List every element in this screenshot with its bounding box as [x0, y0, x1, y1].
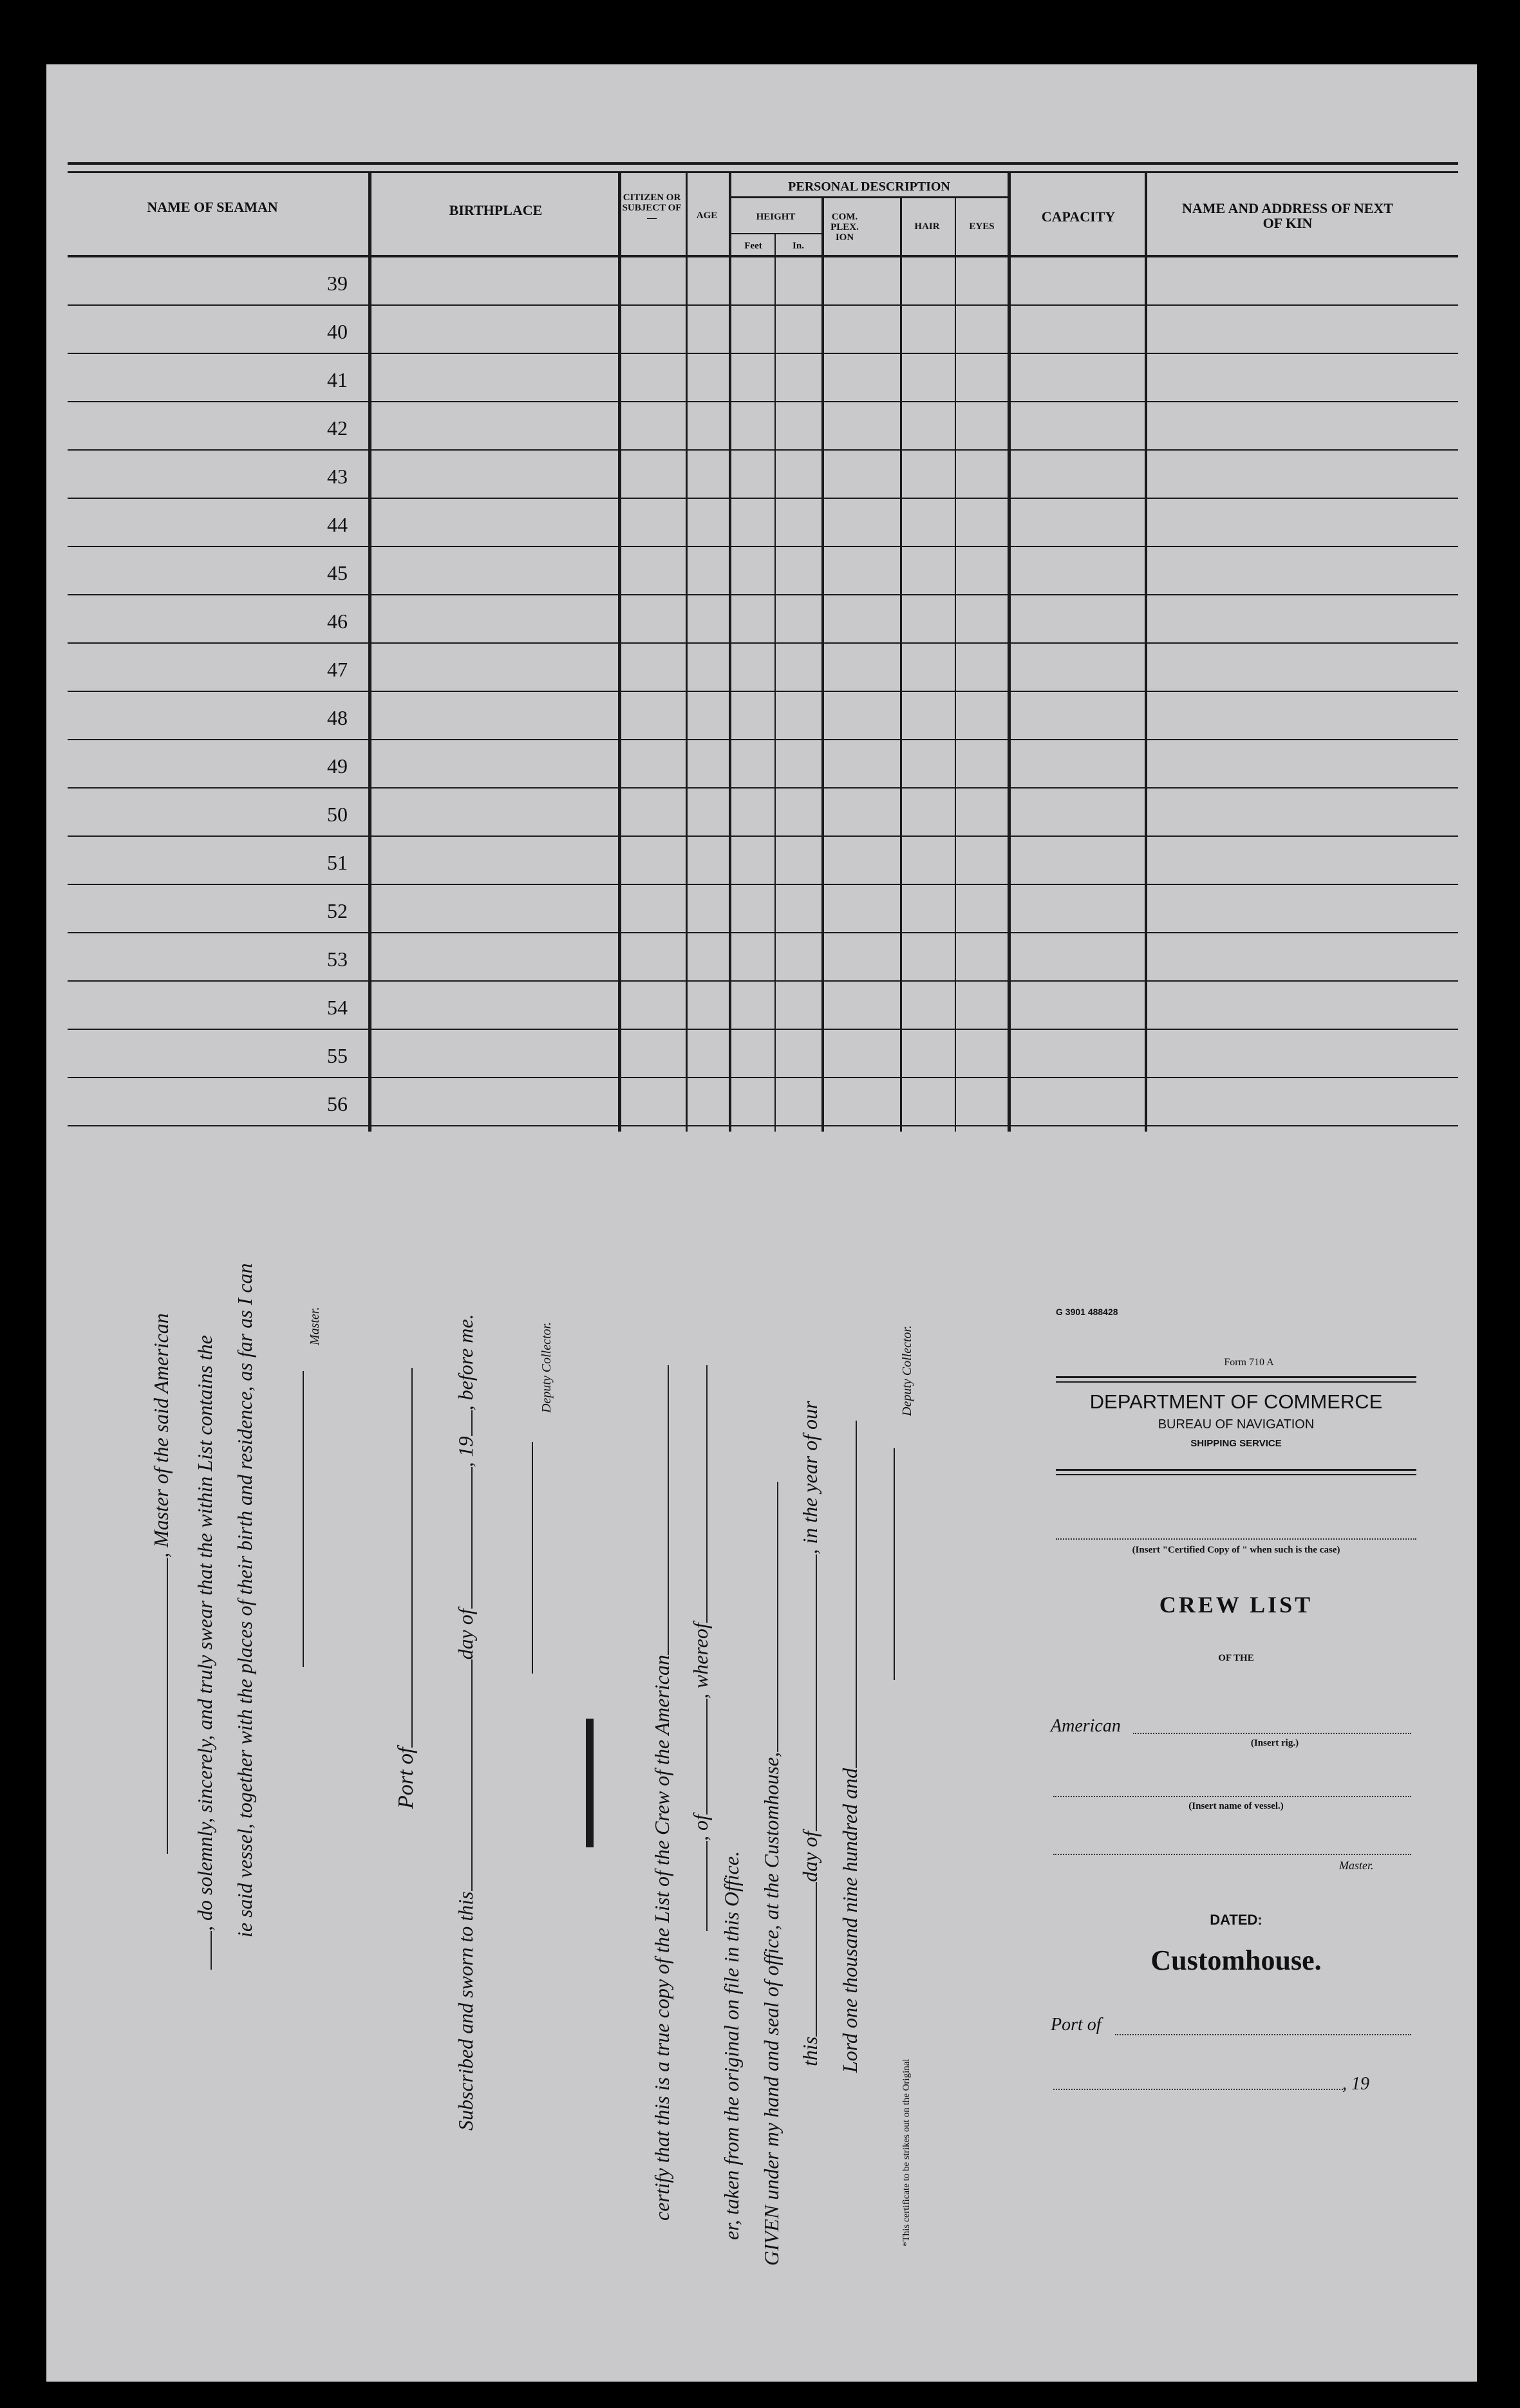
oath-text-2: , do solemnly, sincerely, and truly swear that the within List contains the	[193, 1335, 216, 1931]
row-number: 46	[327, 610, 348, 633]
cert-day-of-text: day of	[798, 1831, 821, 1882]
master-name-line	[1053, 1854, 1411, 1855]
row-number: 48	[327, 706, 348, 729]
row-number: 44	[327, 513, 348, 536]
header-citizen: CITIZEN OR SUBJECT OF—	[622, 192, 682, 223]
col-line	[955, 196, 956, 1132]
row-rule	[68, 739, 1458, 740]
row-number: 43	[327, 465, 348, 488]
header-complexion: COM. PLEX. ION	[830, 212, 859, 243]
header-name-of-seaman: NAME OF SEAMAN	[147, 199, 278, 215]
row-rule	[68, 980, 1458, 982]
insert-name-note: (Insert name of vessel.)	[1188, 1801, 1284, 1811]
row-rule	[68, 1077, 1458, 1078]
port-line	[1115, 2034, 1411, 2035]
row-rule	[68, 932, 1458, 933]
row-rule	[68, 691, 1458, 692]
oath-line-2	[193, 1335, 217, 1970]
header-age: AGE	[696, 210, 718, 221]
dated-label: DATED:	[1210, 1912, 1262, 1928]
row-rule	[68, 835, 1458, 837]
day-of-text: day of	[454, 1609, 477, 1660]
top-rule	[68, 162, 1458, 165]
cover-port-of-label: Port of	[1051, 2015, 1102, 2035]
deputy-signature-line-2	[894, 1448, 895, 1680]
row-number: 41	[327, 368, 348, 391]
cover-rule-mid-2	[1056, 1474, 1416, 1475]
form-number: Form 710 A	[1224, 1357, 1274, 1368]
american-label: American	[1051, 1716, 1121, 1736]
row-number: 47	[327, 658, 348, 681]
col-line	[686, 173, 688, 1132]
cert-whereof-text: , whereof	[689, 1623, 712, 1699]
oath-line-3	[233, 1263, 257, 1937]
master-signature-line	[303, 1371, 304, 1667]
col-line	[900, 196, 902, 1132]
row-rule	[68, 449, 1458, 451]
row-rule	[68, 1125, 1458, 1126]
header-eyes: EYES	[969, 221, 995, 232]
of-the: OF THE	[1218, 1653, 1254, 1663]
header-inches: In.	[793, 241, 804, 251]
header-personal-description: PERSONAL DESCRIPTION	[788, 180, 950, 194]
cert-lord-text: Lord one thousand nine hundred and	[838, 1768, 861, 2073]
cert-text-2: er, taken from the original on file in this Office.	[720, 1851, 743, 2240]
cert-line-3	[760, 1482, 783, 2266]
row-number: 55	[327, 1044, 348, 1067]
row-rule	[68, 498, 1458, 499]
cover-master-label: Master.	[1339, 1859, 1374, 1872]
oath-text-3: ie said vessel, together with the places of their birth and residence, as far as I can	[233, 1263, 256, 1937]
row-rule	[68, 401, 1458, 402]
seal-mark	[586, 1719, 594, 1847]
header-hair: HAIR	[914, 221, 940, 232]
row-rule	[68, 353, 1458, 354]
row-number: 54	[327, 996, 348, 1019]
certificate-footnote: *This certificate to be strikes out on the Original	[901, 2058, 912, 2246]
row-number: 50	[327, 803, 348, 826]
row-rule	[68, 1029, 1458, 1030]
row-rule	[68, 884, 1458, 885]
col-line	[1145, 173, 1147, 1132]
certified-copy-line	[1056, 1538, 1416, 1540]
subscribed-text: Subscribed and sworn to this	[454, 1891, 477, 2131]
personal-desc-rule	[731, 196, 1009, 198]
rig-line	[1133, 1733, 1411, 1734]
deputy-collector-1: Deputy Collector.	[540, 1321, 554, 1413]
vessel-name-line	[1053, 1796, 1411, 1797]
col-line	[368, 173, 371, 1132]
col-line	[774, 233, 776, 1132]
shipping-service: SHIPPING SERVICE	[1190, 1438, 1282, 1449]
row-number: 42	[327, 416, 348, 440]
master-label: Master.	[308, 1307, 322, 1345]
oath-text-1: , Master of the said American	[149, 1313, 173, 1558]
cover-year-label: , 19	[1342, 2074, 1369, 2094]
row-rule	[68, 642, 1458, 644]
crew-list-title: CREW LIST	[1159, 1592, 1313, 1618]
cert-line-2	[720, 1851, 744, 2240]
cert-of-text: , of	[689, 1815, 712, 1841]
row-rule	[68, 546, 1458, 547]
cover-rule-mid	[1056, 1469, 1416, 1471]
deputy-collector-2: Deputy Collector.	[900, 1325, 914, 1416]
header-birthplace: BIRTHPLACE	[449, 202, 543, 218]
cert-line-5	[838, 1421, 862, 2073]
cert-line-4	[798, 1401, 822, 2066]
row-rule	[68, 304, 1458, 306]
row-number: 53	[327, 947, 348, 971]
col-line	[729, 173, 731, 1132]
row-number: 52	[327, 899, 348, 922]
date-line	[1053, 2089, 1343, 2090]
row-rule	[68, 787, 1458, 789]
row-number: 45	[327, 561, 348, 584]
row-number: 39	[327, 272, 348, 295]
cert-text-3: GIVEN under my hand and seal of office, at the Customhouse,	[760, 1751, 783, 2266]
top-rule-2	[68, 171, 1458, 173]
row-number: 56	[327, 1092, 348, 1115]
cert-this-text: this	[798, 2036, 821, 2066]
header-capacity: CAPACITY	[1041, 209, 1116, 225]
header-next-of-kin: NAME AND ADDRESS OF NEXT OF KIN	[1181, 200, 1393, 232]
department: DEPARTMENT OF COMMERCE	[1089, 1390, 1383, 1413]
row-number: 51	[327, 851, 348, 874]
row-number: 49	[327, 754, 348, 778]
cert-line-of	[689, 1365, 713, 1931]
port-of-label	[394, 1368, 418, 1809]
year-text: , 19	[454, 1436, 477, 1468]
port-of-text: Port of	[394, 1747, 418, 1809]
cert-line-1	[650, 1365, 674, 2221]
col-line	[821, 196, 824, 1132]
header-height: HEIGHT	[756, 212, 796, 222]
cover-rule-top-2	[1056, 1381, 1416, 1383]
cert-text-1: certify that this is a true copy of the List of the Crew of the American	[650, 1654, 673, 2221]
oath-line-1	[149, 1313, 173, 1854]
height-rule	[731, 233, 822, 234]
customhouse-label: Customhouse.	[1150, 1945, 1322, 1976]
insert-certified-note: (Insert "Certified Copy of " when such is the case)	[1132, 1545, 1340, 1555]
col-line	[1008, 173, 1011, 1132]
header-bottom-rule	[68, 255, 1458, 257]
cert-year-text: , in the year of our	[798, 1401, 821, 1554]
insert-rig-note: (Insert rig.)	[1250, 1738, 1299, 1748]
print-code: G 3901 488428	[1056, 1307, 1118, 1317]
row-number: 40	[327, 320, 348, 343]
before-me-text: , before me.	[454, 1314, 477, 1411]
row-rule	[68, 594, 1458, 595]
cover-rule-top	[1056, 1376, 1416, 1378]
col-line	[618, 173, 621, 1132]
subscribed-line	[454, 1314, 478, 2131]
deputy-signature-line-1	[532, 1442, 533, 1674]
header-feet: Feet	[744, 241, 762, 251]
bureau: BUREAU OF NAVIGATION	[1158, 1417, 1315, 1432]
